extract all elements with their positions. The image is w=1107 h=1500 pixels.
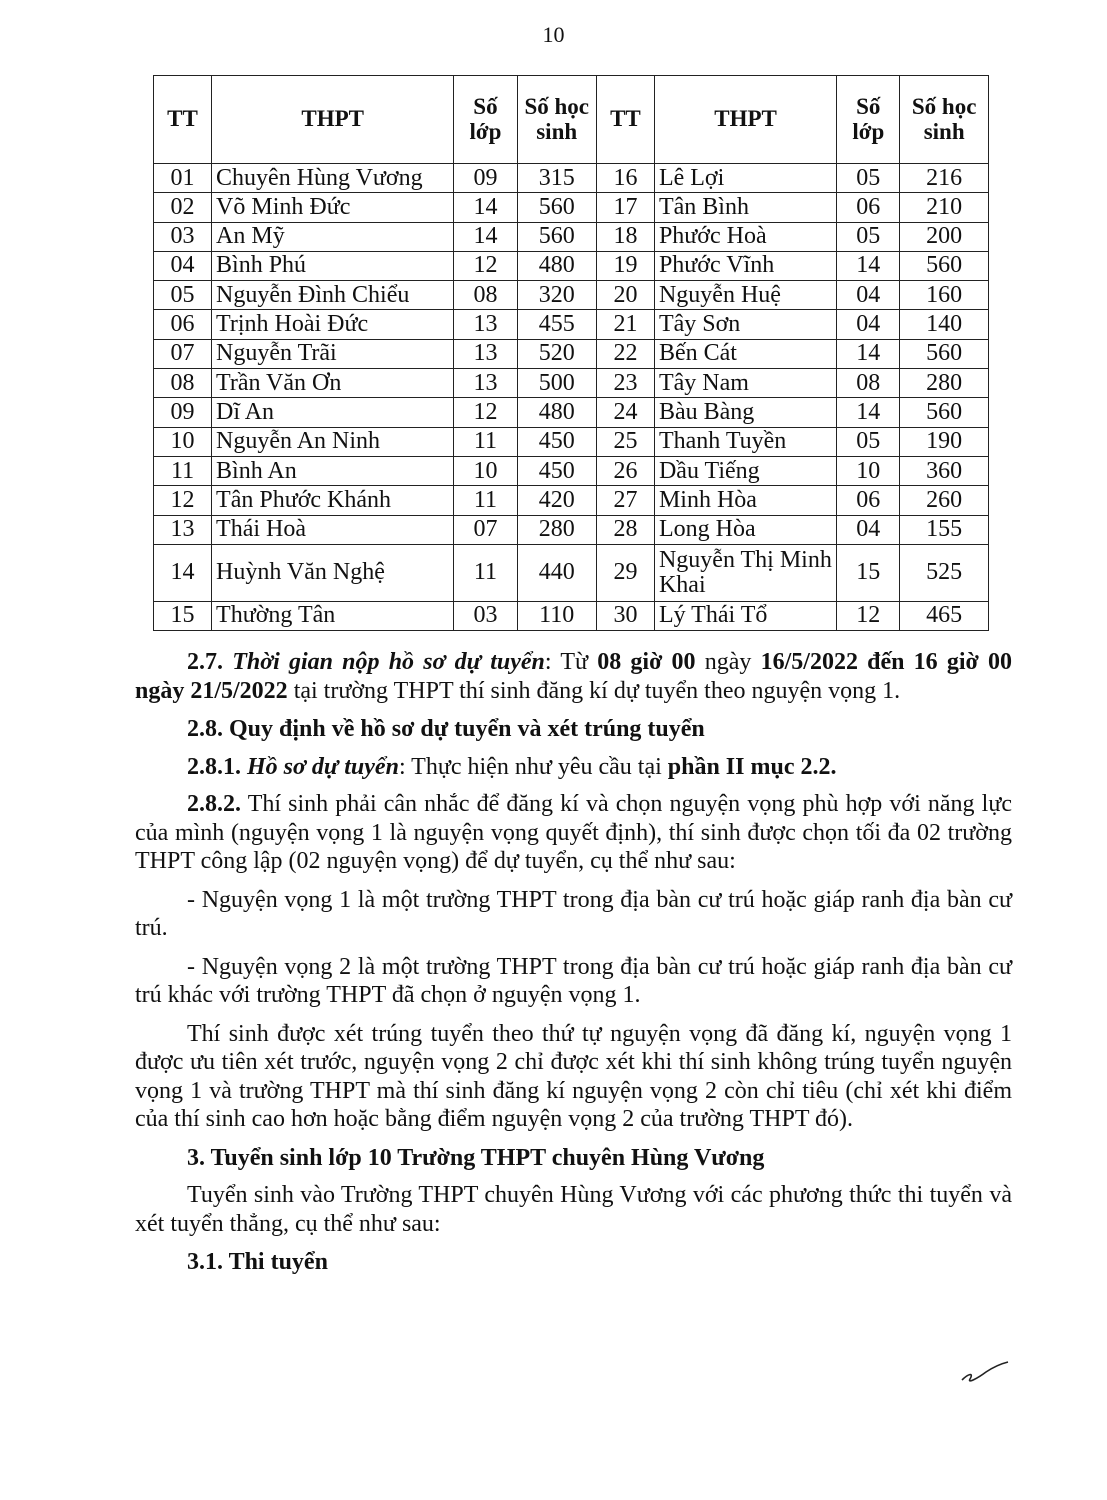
cell-school: Bến Cát	[654, 339, 836, 368]
cell-tt: 05	[154, 281, 212, 310]
header-so-lop: Số lớp	[454, 76, 517, 164]
cell-school: Chuyên Hùng Vương	[212, 164, 454, 193]
cell-so-hoc-sinh: 216	[900, 164, 989, 193]
cell-tt: 11	[154, 456, 212, 485]
header-so-hoc-sinh: Số học sinh	[900, 76, 989, 164]
cell-school: Huỳnh Văn Nghệ	[212, 544, 454, 601]
cell-so-lop: 11	[454, 544, 517, 601]
reference: phần II mục 2.2.	[667, 753, 837, 780]
cell-so-lop: 08	[454, 281, 517, 310]
header-thpt: THPT	[654, 76, 836, 164]
cell-so-lop: 10	[454, 456, 517, 485]
page-number: 10	[542, 22, 565, 47]
cell-so-hoc-sinh: 500	[517, 369, 596, 398]
table-row	[154, 193, 989, 222]
cell-so-lop: 04	[837, 515, 900, 544]
cell-school: Nguyễn Huệ	[654, 281, 836, 310]
section-2-7	[135, 648, 1012, 705]
cell-so-hoc-sinh: 560	[517, 193, 596, 222]
nguyen-vong-1: - Nguyện vọng 1 là một trường THPT trong địa bàn cư trú hoặc giáp ranh địa bàn cư trú.	[135, 886, 1012, 941]
cell-so-hoc-sinh: 520	[517, 339, 596, 368]
section-number: 2.8.1.	[187, 753, 241, 780]
start-time: 08 giờ 00	[597, 649, 696, 675]
cell-so-lop: 14	[454, 193, 517, 222]
cell-tt: 27	[596, 486, 654, 515]
cell-school: Long Hòa	[654, 515, 836, 544]
table-header-row	[154, 76, 989, 164]
cell-school: Bình Phú	[212, 251, 454, 280]
signature-mark	[958, 1360, 1010, 1386]
cell-so-lop: 12	[837, 601, 900, 630]
nguyen-vong-2: - Nguyện vọng 2 là một trường THPT trong địa bàn cư trú hoặc giáp ranh địa bàn cư trú khác với trường THPT đã chọn ở nguyện vọng 1.	[135, 953, 1012, 1008]
cell-so-hoc-sinh: 260	[900, 486, 989, 515]
cell-tt: 26	[596, 456, 654, 485]
cell-so-lop: 06	[837, 486, 900, 515]
cell-so-lop: 08	[837, 369, 900, 398]
section-number: 2.8.2.	[187, 791, 241, 817]
header-thpt: THPT	[212, 76, 454, 164]
table-row	[154, 544, 989, 601]
cell-school: Tây Nam	[654, 369, 836, 398]
section-2-8-heading: 2.8. Quy định về hồ sơ dự tuyển và xét trúng tuyển	[187, 716, 705, 742]
cell-so-hoc-sinh: 160	[900, 281, 989, 310]
cell-tt: 07	[154, 339, 212, 368]
table-row	[154, 601, 989, 630]
cell-so-hoc-sinh: 560	[900, 251, 989, 280]
section-text: : Từ	[544, 649, 598, 675]
cell-tt: 24	[596, 398, 654, 427]
cell-so-hoc-sinh: 440	[517, 544, 596, 601]
cell-tt: 14	[154, 544, 212, 601]
cell-school: Nguyễn Đình Chiểu	[212, 281, 454, 310]
section-title: Hồ sơ dự tuyển	[247, 753, 399, 780]
cell-school: An Mỹ	[212, 222, 454, 251]
table-row	[154, 281, 989, 310]
cell-school: Thường Tân	[212, 601, 454, 630]
table-row	[154, 515, 989, 544]
cell-tt: 09	[154, 398, 212, 427]
table-row	[154, 164, 989, 193]
cell-so-lop: 14	[837, 339, 900, 368]
cell-so-hoc-sinh: 190	[900, 427, 989, 456]
cell-tt: 16	[596, 164, 654, 193]
cell-so-lop: 06	[837, 193, 900, 222]
cell-so-hoc-sinh: 480	[517, 251, 596, 280]
cell-school: Tân Bình	[654, 193, 836, 222]
section-text: ngày	[695, 649, 761, 675]
table-row	[154, 251, 989, 280]
cell-so-lop: 04	[837, 281, 900, 310]
cell-school: Lê Lợi	[654, 164, 836, 193]
cell-so-lop: 13	[454, 369, 517, 398]
section-2-8-2	[135, 790, 1012, 876]
header-tt: TT	[154, 76, 212, 164]
cell-school: Thanh Tuyền	[654, 427, 836, 456]
cell-so-lop: 14	[837, 251, 900, 280]
header-so-lop: Số lớp	[837, 76, 900, 164]
cell-so-lop: 11	[454, 486, 517, 515]
cell-tt: 17	[596, 193, 654, 222]
table-row	[154, 398, 989, 427]
table-row	[154, 369, 989, 398]
cell-school: Bàu Bàng	[654, 398, 836, 427]
cell-school: Bình An	[212, 456, 454, 485]
cell-so-hoc-sinh: 155	[900, 515, 989, 544]
section-title: Thời gian nộp hồ sơ dự tuyển	[232, 649, 545, 675]
section-3-intro: Tuyển sinh vào Trường THPT chuyên Hùng Vương với các phương thức thi tuyển và xét tuyển thẳng, cụ thể như sau:	[135, 1182, 1012, 1237]
cell-so-lop: 05	[837, 427, 900, 456]
cell-school: Tây Sơn	[654, 310, 836, 339]
date-range: 16/5/2022 đến 16 giờ 00 ngày 21/5/2022	[135, 649, 1013, 704]
cell-school: Dầu Tiếng	[654, 456, 836, 485]
cell-so-lop: 13	[454, 310, 517, 339]
cell-school: Tân Phước Khánh	[212, 486, 454, 515]
cell-so-hoc-sinh: 420	[517, 486, 596, 515]
cell-tt: 12	[154, 486, 212, 515]
cell-so-lop: 05	[837, 222, 900, 251]
cell-so-hoc-sinh: 450	[517, 427, 596, 456]
header-tt: TT	[596, 76, 654, 164]
cell-so-lop: 07	[454, 515, 517, 544]
cell-so-hoc-sinh: 320	[517, 281, 596, 310]
document-body	[135, 648, 1012, 1287]
cell-school: Phước Hoà	[654, 222, 836, 251]
cell-so-lop: 11	[454, 427, 517, 456]
cell-tt: 25	[596, 427, 654, 456]
section-2-8-1	[135, 753, 1012, 782]
cell-school: Nguyễn Thị Minh Khai	[654, 544, 836, 601]
cell-tt: 08	[154, 369, 212, 398]
table-body	[154, 164, 989, 631]
cell-so-lop: 12	[454, 251, 517, 280]
cell-school: Dĩ An	[212, 398, 454, 427]
cell-so-lop: 14	[837, 398, 900, 427]
cell-so-lop: 09	[454, 164, 517, 193]
xet-tuyen-paragraph: Thí sinh được xét trúng tuyển theo thứ tự nguyện vọng đã đăng kí, nguyện vọng 1 được ưu tiên xét trước, nguyện vọng 2 chỉ được xét khi thí sinh không trúng tuyển nguyện vọng 1 và trường THPT mà thí sinh đăng kí nguyện vọng 2 còn chỉ tiêu (chỉ xét khi điểm của thí sinh cao hơn hoặc bằng điểm nguyện vọng 2 của trường THPT đó).	[135, 1020, 1012, 1132]
cell-tt: 03	[154, 222, 212, 251]
cell-tt: 30	[596, 601, 654, 630]
cell-tt: 06	[154, 310, 212, 339]
cell-so-hoc-sinh: 360	[900, 456, 989, 485]
cell-so-hoc-sinh: 280	[517, 515, 596, 544]
table-row	[154, 310, 989, 339]
cell-so-lop: 10	[837, 456, 900, 485]
cell-school: Võ Minh Đức	[212, 193, 454, 222]
cell-so-hoc-sinh: 280	[900, 369, 989, 398]
cell-tt: 02	[154, 193, 212, 222]
table-row	[154, 339, 989, 368]
cell-tt: 21	[596, 310, 654, 339]
cell-so-hoc-sinh: 560	[900, 398, 989, 427]
cell-tt: 10	[154, 427, 212, 456]
cell-tt: 20	[596, 281, 654, 310]
cell-so-lop: 14	[454, 222, 517, 251]
header-so-hoc-sinh: Số học sinh	[517, 76, 596, 164]
cell-school: Thái Hoà	[212, 515, 454, 544]
table-row	[154, 427, 989, 456]
cell-so-lop: 03	[454, 601, 517, 630]
table-row	[154, 456, 989, 485]
section-3-heading: 3. Tuyển sinh lớp 10 Trường THPT chuyên Hùng Vương	[187, 1144, 765, 1171]
cell-tt: 22	[596, 339, 654, 368]
cell-so-hoc-sinh: 200	[900, 222, 989, 251]
cell-school: Nguyễn Trãi	[212, 339, 454, 368]
cell-school: Trịnh Hoài Đức	[212, 310, 454, 339]
cell-so-hoc-sinh: 110	[517, 601, 596, 630]
section-number: 2.7.	[187, 649, 223, 675]
cell-tt: 04	[154, 251, 212, 280]
schools-table	[153, 75, 989, 631]
cell-so-hoc-sinh: 480	[517, 398, 596, 427]
section-text: Thí sinh phải cân nhắc để đăng kí và chọn nguyện vọng phù hợp với năng lực của mình (nguyện vọng 1 là nguyện vọng quyết định), thí sinh được chọn tối đa 02 trường THPT công lập (02 nguyện vọng) để dự tuyển, cụ thể như sau:	[135, 791, 1012, 874]
table-row	[154, 486, 989, 515]
cell-tt: 28	[596, 515, 654, 544]
cell-school: Trần Văn Ơn	[212, 369, 454, 398]
cell-tt: 15	[154, 601, 212, 630]
cell-so-hoc-sinh: 210	[900, 193, 989, 222]
cell-so-hoc-sinh: 450	[517, 456, 596, 485]
cell-so-hoc-sinh: 140	[900, 310, 989, 339]
cell-so-lop: 05	[837, 164, 900, 193]
cell-tt: 29	[596, 544, 654, 601]
cell-so-lop: 12	[454, 398, 517, 427]
table-row	[154, 222, 989, 251]
section-text: tại trường THPT thí sinh đăng kí dự tuyển theo nguyện vọng 1.	[287, 677, 901, 704]
cell-so-lop: 04	[837, 310, 900, 339]
cell-school: Phước Vĩnh	[654, 251, 836, 280]
cell-so-hoc-sinh: 525	[900, 544, 989, 601]
cell-so-hoc-sinh: 315	[517, 164, 596, 193]
cell-so-hoc-sinh: 465	[900, 601, 989, 630]
cell-tt: 13	[154, 515, 212, 544]
cell-tt: 01	[154, 164, 212, 193]
cell-so-hoc-sinh: 560	[517, 222, 596, 251]
cell-so-lop: 13	[454, 339, 517, 368]
cell-so-hoc-sinh: 560	[900, 339, 989, 368]
cell-school: Lý Thái Tổ	[654, 601, 836, 630]
cell-so-lop: 15	[837, 544, 900, 601]
cell-tt: 19	[596, 251, 654, 280]
cell-so-hoc-sinh: 455	[517, 310, 596, 339]
cell-school: Nguyễn An Ninh	[212, 427, 454, 456]
section-3-1-heading: 3.1. Thi tuyển	[187, 1249, 328, 1275]
cell-tt: 23	[596, 369, 654, 398]
cell-school: Minh Hòa	[654, 486, 836, 515]
cell-tt: 18	[596, 222, 654, 251]
section-text: : Thực hiện như yêu cầu tại	[398, 753, 668, 780]
